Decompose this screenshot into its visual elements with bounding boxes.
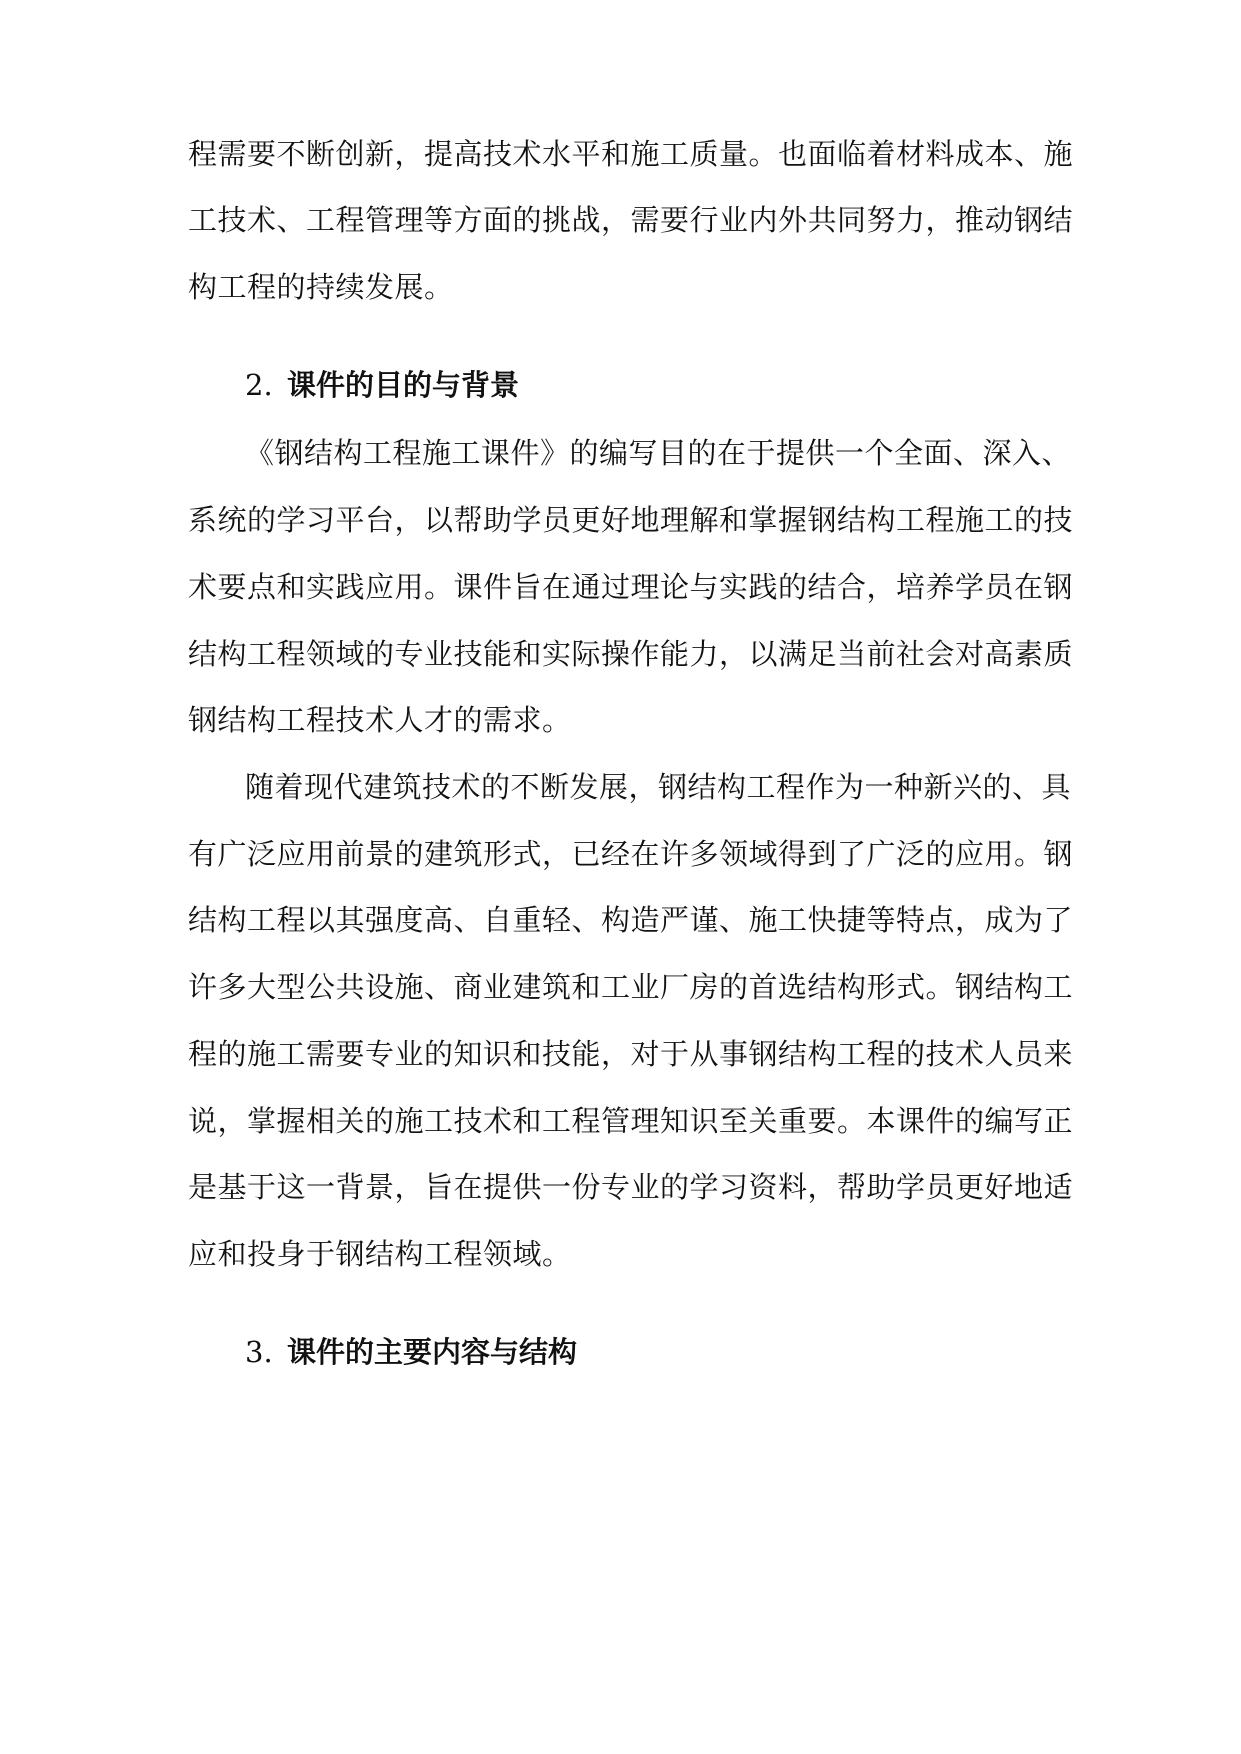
paragraph-1-line-1: 程需要不断创新，提高技术水平和施工质量。也面临着材料成本、施 <box>188 137 1074 171</box>
paragraph-3-line-8: 应和投身于钢结构工程领域。 <box>188 1237 572 1271</box>
paragraph-3-line-2: 有广泛应用前景的建筑形式，已经在许多领域得到了广泛的应用。钢 <box>188 837 1074 871</box>
section-2-number: 2. <box>245 368 273 402</box>
paragraph-3-line-5: 程的施工需要专业的知识和技能，对于从事钢结构工程的技术人员来 <box>188 1037 1074 1071</box>
paragraph-2-line-4: 结构工程领域的专业技能和实际操作能力，以满足当前社会对高素质 <box>188 637 1074 671</box>
paragraph-3-line-7: 是基于这一背景，旨在提供一份专业的学习资料，帮助学员更好地适 <box>188 1170 1074 1204</box>
section-3-number: 3. <box>245 1335 273 1369</box>
paragraph-2-line-1: 《钢结构工程施工课件》的编写目的在于提供一个全面、深入、 <box>245 436 1072 470</box>
paragraph-2-line-2: 系统的学习平台，以帮助学员更好地理解和掌握钢结构工程施工的技 <box>188 503 1074 537</box>
paragraph-3-line-4: 许多大型公共设施、商业建筑和工业厂房的首选结构形式。钢结构工 <box>188 970 1074 1004</box>
paragraph-2-line-3: 术要点和实践应用。课件旨在通过理论与实践的结合，培养学员在钢 <box>188 570 1074 604</box>
paragraph-1-line-2: 工技术、工程管理等方面的挑战，需要行业内外共同努力，推动钢结 <box>188 203 1074 237</box>
paragraph-3-line-3: 结构工程以其强度高、自重轻、构造严谨、施工快捷等特点，成为了 <box>188 903 1074 937</box>
section-2-heading <box>245 365 519 405</box>
paragraph-3-line-1: 随着现代建筑技术的不断发展，钢结构工程作为一种新兴的、具 <box>245 770 1072 804</box>
section-3-heading <box>245 1332 577 1372</box>
paragraph-2-line-5: 钢结构工程技术人才的需求。 <box>188 703 572 737</box>
section-2-title: 课件的目的与背景 <box>287 368 520 402</box>
paragraph-1-line-3: 构工程的持续发展。 <box>188 270 454 304</box>
section-3-title: 课件的主要内容与结构 <box>287 1335 578 1369</box>
paragraph-3-line-6: 说，掌握相关的施工技术和工程管理知识至关重要。本课件的编写正 <box>188 1104 1074 1138</box>
